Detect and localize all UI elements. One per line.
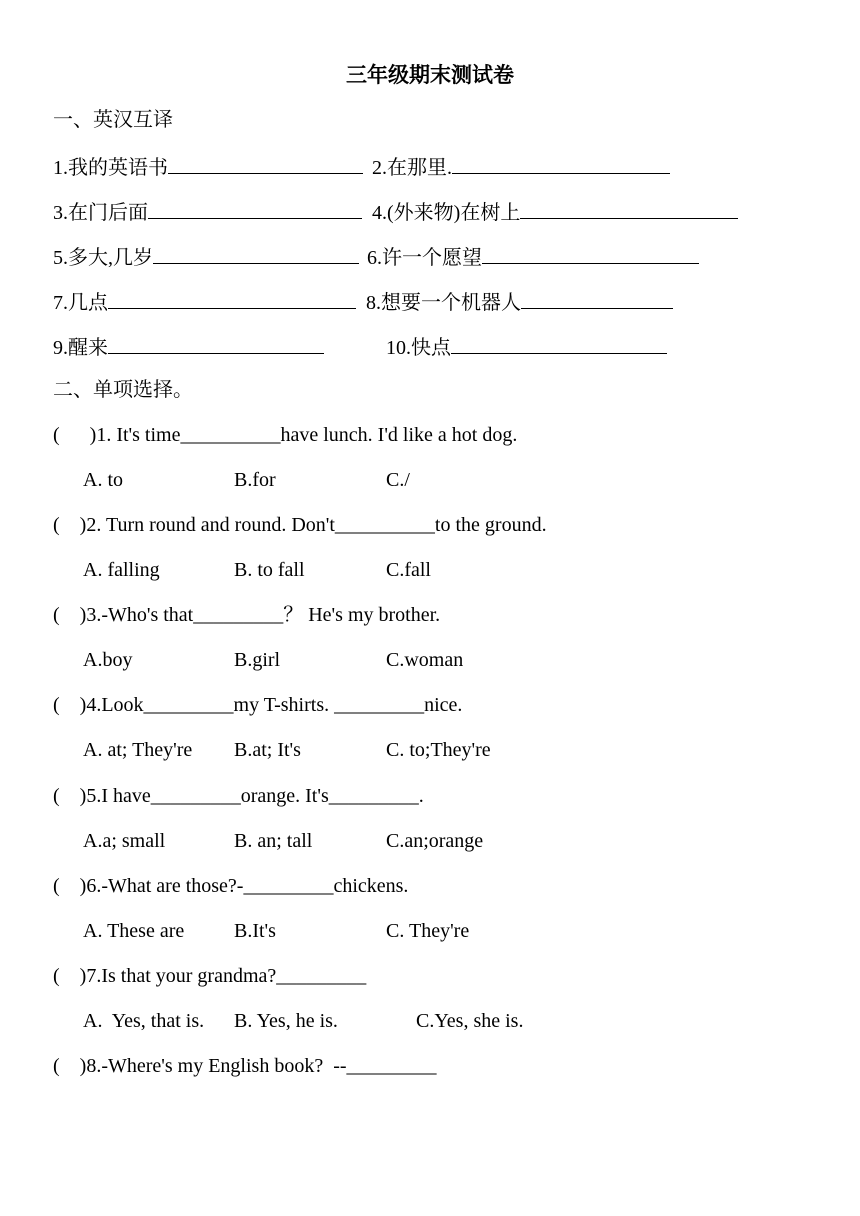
q5-option-c: C.an;orange (386, 830, 484, 852)
translate-item-4: 4.(外来物)在树上 (372, 198, 738, 225)
q1-option-b: B.for (234, 469, 276, 491)
translate-item-2: 2.在那里. (372, 153, 670, 180)
q1-option-c: C./ (386, 469, 410, 491)
q4-option-a: A. at; They're (83, 739, 193, 761)
translate-item-1: 1.我的英语书 (53, 153, 363, 180)
question-1: ( )1. It's time__________have lunch. I'd like a hot dog. (53, 424, 518, 446)
q2-option-c: C.fall (386, 559, 431, 581)
question-8: ( )8.-Where's my English book? --_________ (53, 1055, 437, 1077)
q3-option-b: B.girl (234, 649, 281, 671)
translate-item-10: 10.快点 (386, 333, 667, 360)
translate-item-9: 9.醒来 (53, 333, 324, 360)
question-7: ( )7.Is that your grandma?_________ (53, 965, 367, 987)
translate-item-3: 3.在门后面 (53, 198, 362, 225)
q2-option-a: A. falling (83, 559, 160, 581)
q4-option-b: B.at; It's (234, 739, 301, 761)
translate-item-7: 7.几点 (53, 288, 356, 315)
question-4: ( )4.Look_________my T-shirts. _________nice. (53, 694, 463, 716)
q5-option-a: A.a; small (83, 830, 166, 852)
question-5: ( )5.I have_________orange. It's_________. (53, 785, 424, 807)
question-2: ( )2. Turn round and round. Don't__________to the ground. (53, 514, 547, 536)
q3-option-c: C.woman (386, 649, 464, 671)
translate-item-5: 5.多大,几岁 (53, 243, 359, 270)
page-title: 三年级期末测试卷 (346, 63, 514, 87)
q6-option-a: A. These are (83, 920, 185, 942)
question-3: ( )3.-Who's that_________？ He's my brother. (53, 604, 441, 626)
q2-option-b: B. to fall (234, 559, 305, 581)
section1-heading: 一、英汉互译 (53, 109, 173, 131)
q7-option-a: A. Yes, that is. (83, 1010, 205, 1032)
q1-option-a: A. to (83, 469, 123, 491)
translate-item-8: 8.想要一个机器人 (361, 288, 673, 315)
q5-option-b: B. an; tall (234, 830, 313, 852)
q3-option-a: A.boy (83, 649, 133, 671)
q6-option-c: C. They're (386, 920, 470, 942)
q6-option-b: B.It's (234, 920, 276, 942)
q7-option-c: C.Yes, she is. (416, 1010, 524, 1032)
section2-heading: 二、单项选择。 (53, 379, 193, 401)
question-6: ( )6.-What are those?-_________chickens. (53, 875, 409, 897)
q4-option-c: C. to;They're (386, 739, 491, 761)
q7-option-b: B. Yes, he is. (234, 1010, 338, 1032)
translate-item-6: 6.许一个愿望 (367, 243, 699, 270)
